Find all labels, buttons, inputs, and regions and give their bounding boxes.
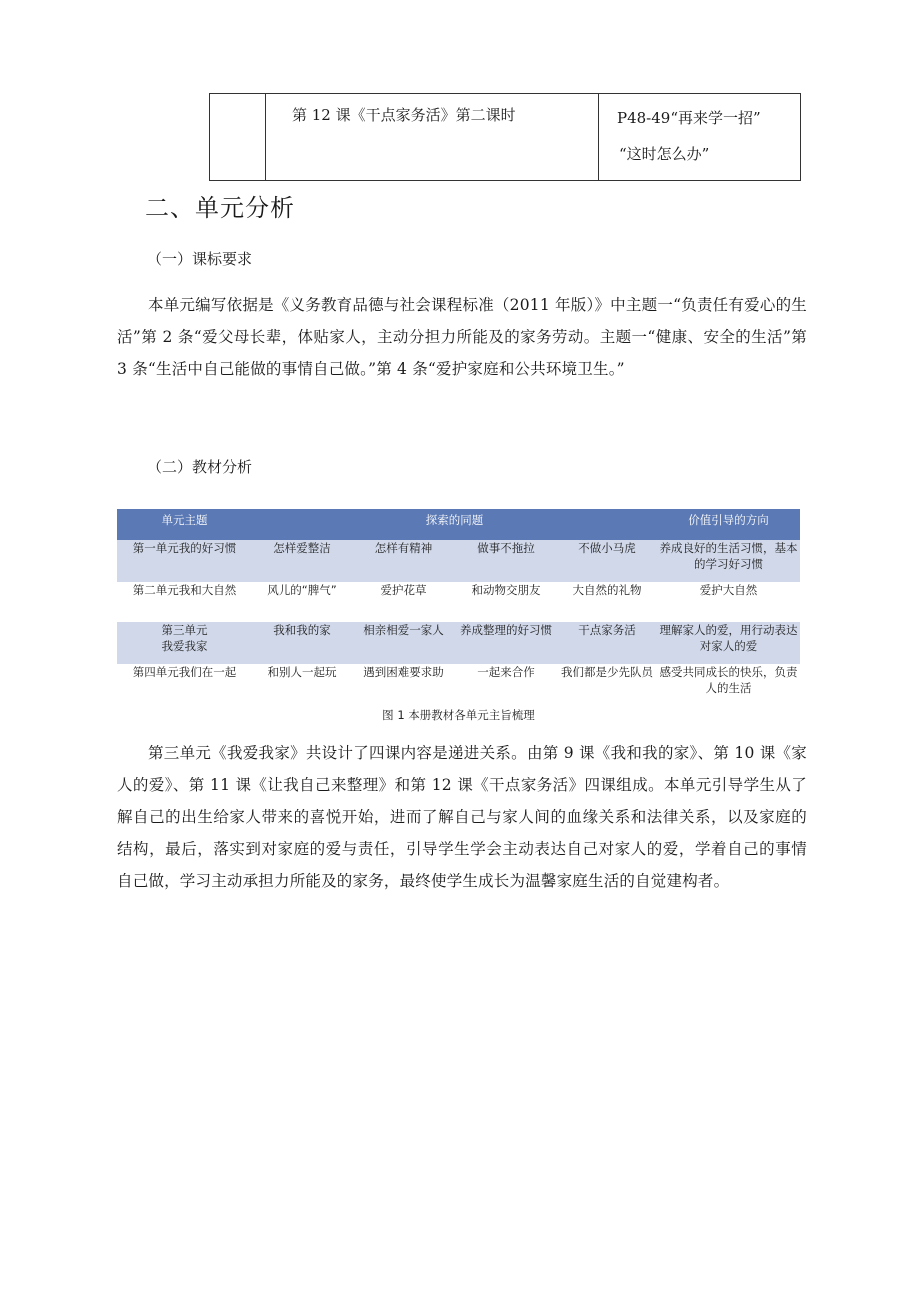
table-row bbox=[117, 540, 800, 582]
subsection-title-standards: （一）课标要求 bbox=[147, 250, 253, 268]
pages-line-1: P48-49“再来学一招” bbox=[617, 109, 761, 127]
question-cell: 怎样有精神 bbox=[352, 540, 455, 582]
header-questions: 探索的同题 bbox=[252, 509, 657, 540]
value-cell: 养成良好的生活习惯，基本的学习好习惯 bbox=[657, 540, 800, 582]
empty-cell bbox=[210, 94, 266, 181]
standards-paragraph: 本单元编写依据是《义务教育品德与社会课程标准（2011 年版）》中主题一“负责任有爱心的生活”第 2 条“爱父母长辈，体贴家人，主动分担力所能及的家务劳动。主题一“健康、安全的生活”第 3 条“生活中自己能做的事情自己做。”第 4 条“爱护家庭和公共环境卫生。” bbox=[117, 296, 807, 378]
question-cell: 我们都是少先队员 bbox=[557, 664, 657, 704]
question-cell: 怎样爱整洁 bbox=[252, 540, 352, 582]
question-cell: 不做小马虎 bbox=[557, 540, 657, 582]
question-cell: 相亲相爱一家人 bbox=[352, 622, 455, 664]
unit-summary-figure bbox=[117, 509, 800, 722]
question-cell: 风儿的“脾气” bbox=[252, 582, 352, 608]
pages-cell bbox=[599, 94, 801, 181]
question-cell: 和动物交朋友 bbox=[455, 582, 557, 608]
unit-cell: 第一单元我的好习惯 bbox=[117, 540, 252, 582]
unit-cell: 第二单元我和大自然 bbox=[117, 582, 252, 608]
value-cell: 爱护大自然 bbox=[657, 582, 800, 608]
unit-cell: 第四单元我们在一起 bbox=[117, 664, 252, 704]
question-cell: 我和我的家 bbox=[252, 622, 352, 664]
question-cell: 和别人一起玩 bbox=[252, 664, 352, 704]
unit-cell bbox=[117, 622, 252, 664]
table-row bbox=[117, 582, 800, 608]
unit-line-1: 第三单元 bbox=[161, 623, 208, 637]
unit-summary-table bbox=[117, 509, 800, 704]
question-cell: 干点家务活 bbox=[557, 622, 657, 664]
lesson-plan-table bbox=[209, 93, 801, 181]
question-cell: 一起来合作 bbox=[455, 664, 557, 704]
section-title: 二、单元分析 bbox=[145, 194, 295, 222]
question-cell: 养成整理的好习惯 bbox=[455, 622, 557, 664]
table-row bbox=[117, 622, 800, 664]
subsection-title-textbook: （二）教材分析 bbox=[147, 458, 253, 476]
table-row bbox=[117, 664, 800, 704]
value-cell: 理解家人的爱，用行动表达对家人的爱 bbox=[657, 622, 800, 664]
lesson-cell: 第 12 课《干点家务活》第二课时 bbox=[266, 94, 599, 181]
header-values: 价值引导的方向 bbox=[657, 509, 800, 540]
question-cell: 爱护花草 bbox=[352, 582, 455, 608]
pages-line-2: “这时怎么办” bbox=[619, 145, 710, 163]
unit-line-2: 我爱我家 bbox=[161, 639, 208, 653]
textbook-paragraph: 第三单元《我爱我家》共设计了四课内容是递进关系。由第 9 课《我和我的家》、第 10 课《家人的爱》、第 11 课《让我自己来整理》和第 12 课《干点家务活》四课组成。本单元引导学生从了解自己的出生给家人带来的喜悦开始，进而了解自己与家人间的血缘关系和法律关系，以及家庭的结构，最后，落实到对家庭的爱与责任，引导学生学会主动表达自己对家人的爱，学着自己的事情自己做，学习主动承担力所能及的家务，最终使学生成长为温馨家庭生活的自觉建构者。 bbox=[117, 744, 807, 890]
figure-caption: 图 1 本册教材各单元主旨梳理 bbox=[382, 708, 535, 722]
question-cell: 做事不拖拉 bbox=[455, 540, 557, 582]
value-cell: 感受共同成长的快乐，负责人的生活 bbox=[657, 664, 800, 704]
question-cell: 大自然的礼物 bbox=[557, 582, 657, 608]
header-unit: 单元主题 bbox=[117, 509, 252, 540]
question-cell: 遇到困难要求助 bbox=[352, 664, 455, 704]
